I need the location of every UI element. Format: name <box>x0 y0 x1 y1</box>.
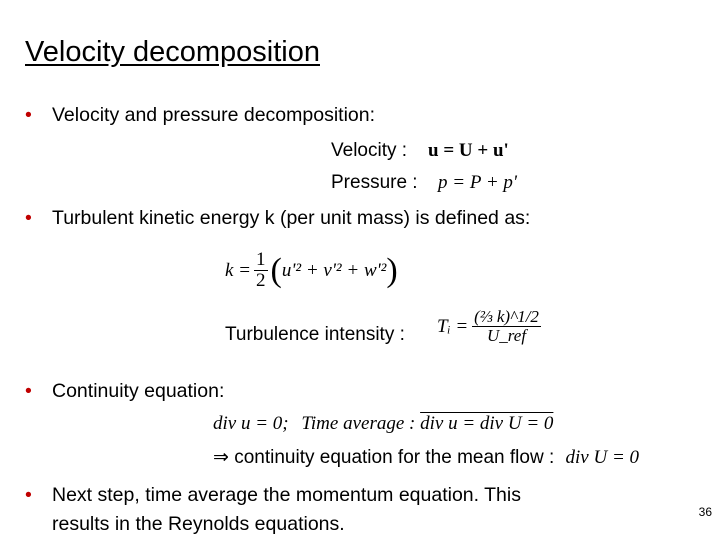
mean-flow-equation: div U = 0 <box>565 447 640 468</box>
bullet-dot: • <box>25 207 32 229</box>
turbulence-intensity-equation <box>437 308 541 346</box>
bullet-dot: • <box>25 104 32 126</box>
tke-numerator: 1 <box>256 249 266 270</box>
implies-arrow: ⇒ <box>213 447 229 468</box>
bullet-dot: • <box>25 380 32 402</box>
bullet-tke <box>25 207 530 230</box>
page-number: 36 <box>698 505 712 519</box>
pressure-equation: p = P + p' <box>438 172 517 193</box>
continuity-lhs: div u = 0; <box>213 413 289 434</box>
continuity-equation-line2 <box>213 446 639 469</box>
tke-terms: u'² + v'² + w'² <box>281 259 387 281</box>
velocity-equation: u = U + u' <box>428 140 509 161</box>
time-average-label: Time average : <box>301 413 416 434</box>
bullet-text: Turbulent kinetic energy k (per unit mass) is defined as: <box>52 207 531 229</box>
tke-lhs: k = <box>225 259 252 281</box>
velocity-label: Velocity : <box>331 140 408 161</box>
bullet-next-step-line2: results in the Reynolds equations. <box>52 513 345 535</box>
mean-flow-text: continuity equation for the mean flow : <box>234 447 555 468</box>
bullet-next-step <box>25 484 521 507</box>
bullet-text: Velocity and pressure decomposition: <box>52 104 376 126</box>
tke-equation <box>225 250 398 292</box>
ti-numerator: (⅔ k)^1/2 <box>474 307 539 326</box>
pressure-label: Pressure : <box>331 172 418 193</box>
bullet-continuity <box>25 380 224 403</box>
bullet-text: Continuity equation: <box>52 380 225 402</box>
continuity-equation-line1 <box>213 413 553 435</box>
ti-symbol: Tᵢ = <box>437 315 469 337</box>
bullet-text-line1: Next step, time average the momentum equation. This <box>52 484 521 506</box>
slide-title: Velocity decomposition <box>25 36 320 68</box>
tke-denominator: 2 <box>256 269 266 291</box>
tke-open-paren: ( <box>270 251 282 289</box>
tke-close-paren: ) <box>386 251 398 289</box>
bullet-velocity-pressure <box>25 104 375 127</box>
turbulence-intensity-label: Turbulence intensity : <box>225 324 405 345</box>
time-averaged-divergence: div u = div U = 0 <box>420 413 554 434</box>
ti-fraction <box>472 308 541 346</box>
bullet-dot: • <box>25 484 32 506</box>
tke-fraction <box>254 250 268 292</box>
ti-denominator: U_ref <box>487 325 527 345</box>
